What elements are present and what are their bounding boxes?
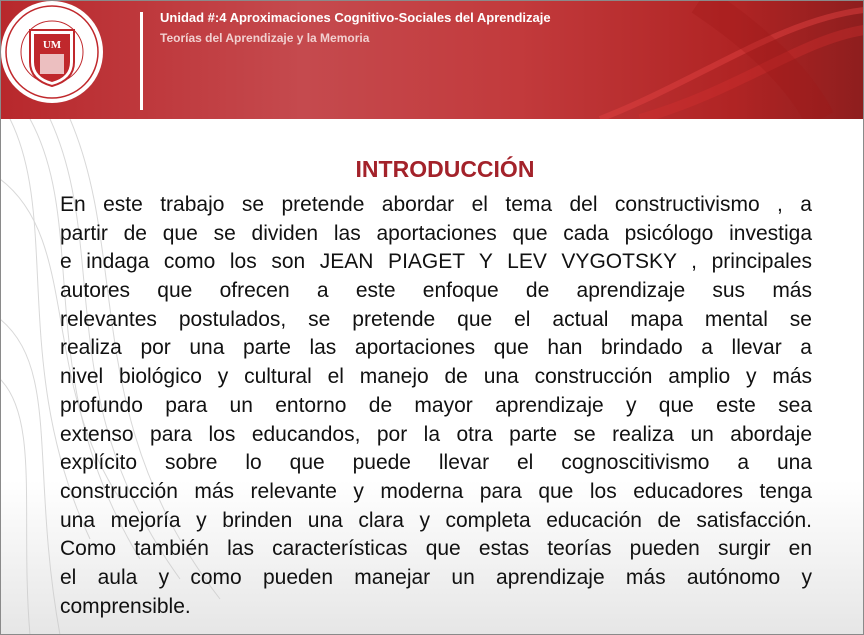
slide-body-text [60, 191, 812, 621]
slide-header [0, 0, 864, 119]
text-line: extenso para los educandos, por la otra parte se realiza un abordaje [60, 422, 812, 446]
text-line: profundo para un entorno de mayor aprendizaje y que este sea [60, 393, 812, 417]
text-line: Como también las características que estas teorías pueden surgir en [60, 537, 812, 561]
text-line: relevantes postulados, se pretende que el actual mapa mental se [60, 307, 812, 331]
text-line: una mejoría y brinden una clara y completa educación de satisfacción. [60, 508, 812, 532]
text-line: e indaga como los son JEAN PIAGET Y LEV VYGOTSKY , principales [60, 250, 812, 274]
text-line: partir de que se dividen las aportaciones que cada psicólogo investiga [60, 221, 812, 245]
text-line: realiza por una parte las aportaciones que han brindado a llevar a [60, 336, 812, 360]
subject-title: Teorías del Aprendizaje y la Memoria [160, 31, 370, 45]
unit-title: Unidad #:4 Aproximaciones Cognitivo-Sociales del Aprendizaje [160, 10, 551, 25]
header-divider [140, 12, 143, 110]
slide-title: INTRODUCCIÓN [355, 156, 535, 182]
text-line: explícito sobre lo que puede llevar el cognoscitivismo a una [60, 451, 812, 475]
text-line: comprensible. [60, 594, 191, 618]
text-line: En este trabajo se pretende abordar el tema del constructivismo , a [60, 193, 812, 216]
text-line: el aula y como pueden manejar un aprendizaje más autónomo y [60, 565, 812, 589]
svg-text:UM: UM [42, 39, 62, 51]
text-line: construcción más relevante y moderna para que los educadores tenga [60, 479, 812, 503]
text-line: autores que ofrecen a este enfoque de aprendizaje sus más [60, 279, 812, 303]
university-seal-logo [0, 0, 104, 104]
text-line: nivel biológico y cultural el manejo de una construcción amplio y más [60, 365, 812, 389]
